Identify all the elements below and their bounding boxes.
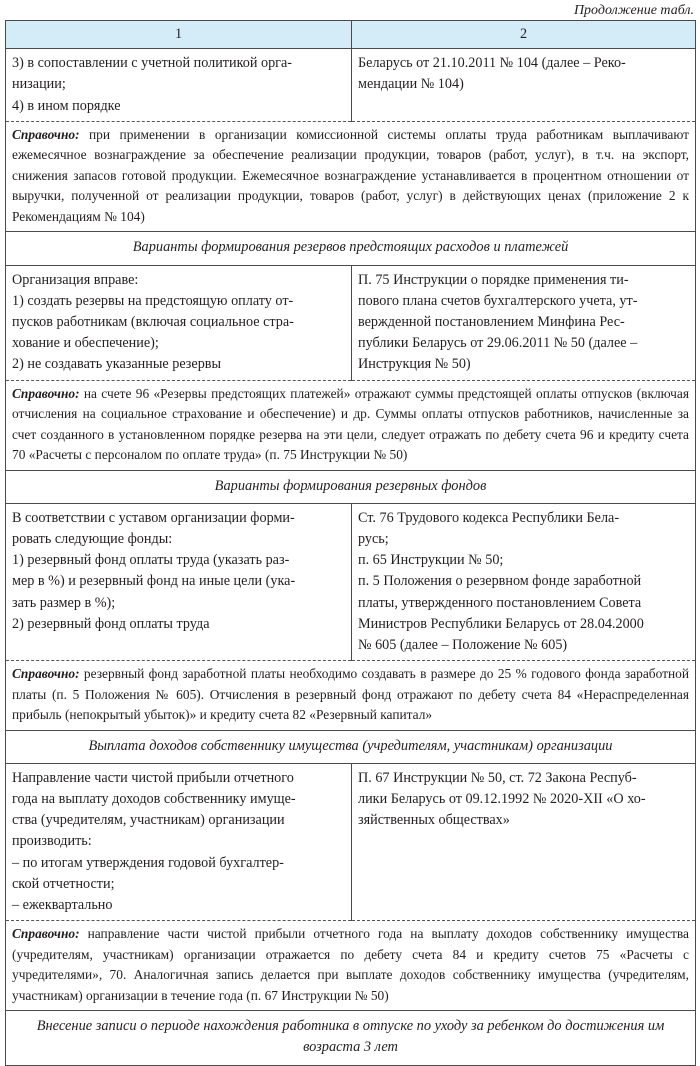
header-col-2: 2 (352, 21, 696, 49)
note-label: Справочно: (12, 385, 80, 401)
header-col-1: 1 (6, 21, 352, 49)
note-text: направление части чистой прибыли отчетного года на выплату доходов собственнику имущества (учредителям, участникам) организации отражается по дебету счета 84 и кредиту счетов 75 «Расчеты с учредителями», 70. Аналогичная запись делается при выплате доходов собственнику имущества (учредителям, участникам) организации в течение года (п. 67 Инструкции № 50) (12, 926, 689, 1003)
note-label: Справочно: (12, 926, 80, 942)
table-row (6, 265, 696, 380)
requirement-cell: Направление части чистой прибыли отчетного года на выплату доходов собственнику имуще- ства (учредителям, участникам) организации производить: – по итогам утверждения годовой бухгалтер- ской отчетности; – ежеквартально (6, 763, 352, 920)
reference-note (6, 921, 696, 1011)
section-heading-row (6, 1011, 696, 1065)
document-table (5, 20, 696, 1066)
requirement-cell: Организация вправе: 1) создать резервы на предстоящую оплату от- пусков работникам (включая социальное стра- хование и обеспечение); 2) не создавать указанные резервы (6, 265, 352, 380)
section-heading-row (6, 232, 696, 265)
legal-basis-cell: Ст. 76 Трудового кодекса Республики Бела- русь; п. 65 Инструкции № 50; п. 5 Положения о резервном фонде заработной платы, утвержденного постановлением Совета Министров Республики Беларусь от 28.04.2000 № 605 (далее – Положение № 605) (352, 503, 696, 660)
legal-basis-cell: Беларусь от 21.10.2011 № 104 (далее – Реко- мендации № 104) (352, 49, 696, 122)
table-row (6, 763, 696, 920)
note-text: резервный фонд заработной платы необходимо создавать в размере до 25 % годового фонда заработной платы (п. 5 Положения № 605). Отчисления в резервный фонд отражают по дебету счета 84 «Нераспределенная прибыль (непокрытый убыток)» и кредиту счета 82 «Резервный капитал» (12, 666, 689, 723)
note-text: на счете 96 «Резервы предстоящих платежей» отражают суммы предстоящей оплаты отпусков (включая отчисления на социальное страхование и обеспечение) и др. Суммы оплаты отпусков работников, начисленные за счет созданного в установленном порядке резерва на эти цели, следует отражать по дебету счета 96 и кредиту счета 70 «Расчеты с персоналом по оплате труда» (п. 75 Инструкции № 50) (12, 385, 689, 463)
reference-note (6, 661, 696, 731)
reference-note-row (6, 661, 696, 731)
requirement-cell: 3) в сопоставлении с учетной политикой орга- низации; 4) в ином порядке (6, 49, 352, 122)
reference-note-row (6, 921, 696, 1011)
reference-note-row (6, 121, 696, 232)
note-label: Справочно: (12, 666, 80, 682)
section-heading-row (6, 470, 696, 503)
note-label: Справочно: (12, 126, 80, 142)
section-heading-row (6, 730, 696, 763)
reference-note (6, 380, 696, 470)
legal-basis-cell: П. 67 Инструкции № 50, ст. 72 Закона Респуб- лики Беларусь от 09.12.1992 № 2020-XII «О хо- зяйственных обществах» (352, 763, 696, 920)
table-row (6, 503, 696, 660)
reference-note-row (6, 380, 696, 470)
legal-basis-cell: П. 75 Инструкции о порядке применения ти- пового плана счетов бухгалтерского учета, ут- вержденной постановлением Минфина Рес- публики Беларусь от 29.06.2011 № 50 (далее – Инструкция № 50) (352, 265, 696, 380)
section-heading: Выплата доходов собственнику имущества (учредителям, участникам) организации (6, 730, 696, 763)
table-row (6, 49, 696, 122)
section-heading: Варианты формирования резервных фондов (6, 470, 696, 503)
reference-note (6, 121, 696, 232)
requirement-cell: В соответствии с уставом организации форми- ровать следующие фонды: 1) резервный фонд оплаты труда (указать раз- мер в %) и резервный фонд на иные цели (ука- зать размер в %); 2) резервный фонд оплаты труда (6, 503, 352, 660)
table-continuation-caption: Продолжение табл. (573, 3, 694, 18)
section-heading: Внесение записи о периоде нахождения работника в отпуске по уходу за ребенком до достижения им возраста 3 лет (6, 1011, 696, 1065)
table-header-row (6, 21, 696, 49)
note-text: при применении в организации комиссионной системы оплаты труда работникам выплачивают ежемесячное вознаграждение за обеспечение реализации продукции, товаров (работ, услуг), в т.ч. на экспорт, снижения запасов готовой продукции. Ежемесячное вознаграждение устанавливается в процентном отношении от выручки, полученной от реализации продукции, товаров (работ, услуг) в действующих ценах (приложение 2 к Рекомендациям № 104) (12, 126, 689, 224)
section-heading: Варианты формирования резервов предстоящих расходов и платежей (6, 232, 696, 265)
